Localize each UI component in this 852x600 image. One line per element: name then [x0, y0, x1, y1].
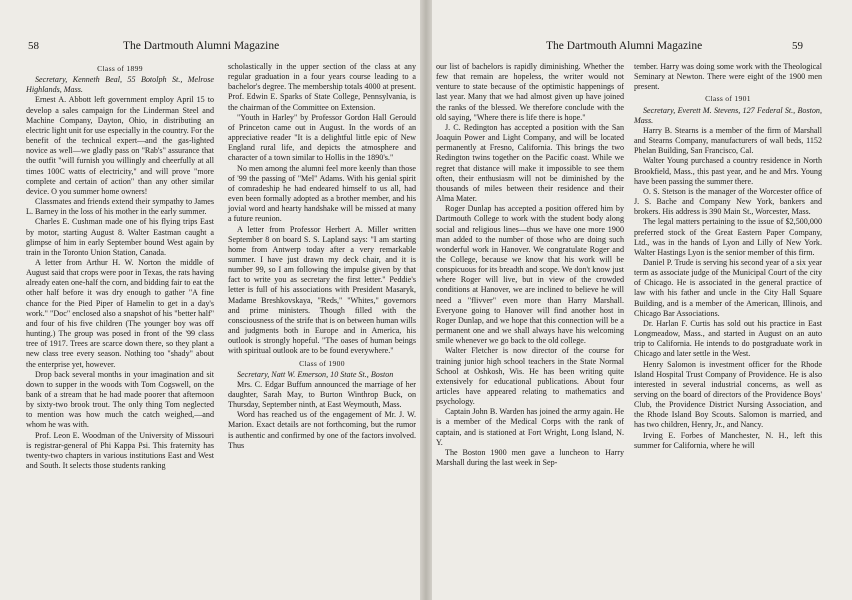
class-heading: Class of 1900 [299, 358, 345, 368]
paragraph: Drop back several months in your imagination and sit down to supper in the woods with Tom Cogswell, on the bank of a stream that he had made poorer that afternoon by sixty-two brook trout. The only thing Tom neglected to mention was how much the catch weighed,—and whom he was with. [26, 369, 214, 430]
paragraph: Prof. Leon E. Woodman of the University of Missouri is registrar-general of Phi Kappa Psi. This fraternity has twenty-two chapters in various institutions East and West and South. It selects those students ranking [26, 430, 214, 471]
secretary-line: Secretary, Kenneth Beal, 55 Botolph St., Melrose Highlands, Mass. [26, 75, 214, 95]
secretary-line: Secretary, Natt W. Emerson, 10 State St., Boston [237, 369, 394, 379]
paragraph: Dr. Harlan F. Curtis has sold out his practice in East Longmeadow, Mass., and started in August on an auto trip to California. He intends to do postgraduate work in Chicago and later settle in the West. [634, 318, 822, 359]
paragraph: Mrs. C. Edgar Buffum announced the marriage of her daughter, Sarah May, to Burton Winthrop Buck, on Thursday, September ninth, at East Weymouth, Mass. [228, 379, 416, 410]
paragraph: Captain John B. Warden has joined the army again. He is a member of the Medical Corps with the rank of captain, and is stationed at Fort Wright, Long Island, N. Y. [436, 407, 624, 447]
paragraph: Roger Dunlap has accepted a position offered him by Dartmouth College to work with the student body along social and religious lines—thus we have one more 1900 man added to the number of those who are doing such wonderful work in Hanover. We congratulate Roger and the College, because we know that his work will be conspicuous for its breadth and scope. We don't know just where Roger will live, but in view of the crowded conditions at Hanover, we are inclined to believe he will need a "flivver" even more than Harry Marshall. Everyone going to Hanover will find another host in Roger Dunlap, and we hope that this connection will be a permanent one and we shall always have his welcoming smile whenever we go back to the old college. [436, 204, 624, 346]
right-page [426, 0, 852, 600]
page-number: 59 [792, 40, 803, 52]
paragraph-continued: scholastically in the upper section of the class at any regular graduation in a four years course leading to a bachelor's degree. The membership totals 4000 at present. Prof. Edwin E. Sparks of State College, Pennsylvania, is the chairman of the Committee on Extension. [228, 62, 416, 112]
paragraph: Classmates and friends extend their sympathy to James L. Barney in the loss of his mother in the early summer. [26, 197, 214, 217]
paragraph: The legal matters pertaining to the issue of $2,500,000 preferred stock of the Great Eastern Paper Company, Ltd., was in the hands of Lyon and Lilly of New York. Walter Hastings Lyon is the senior member of this firm. [634, 217, 822, 257]
running-header: The Dartmouth Alumni Magazine [546, 40, 703, 52]
paragraph: Walter Young purchased a country residence in North Brookfield, Mass., this past year, and he and Mrs. Young have been passing the summer there. [634, 156, 822, 186]
paragraph: O. S. Stetson is the manager of the Worcester office of J. S. Bache and Company New York, bankers and brokers. His address is 390 Main St., Worcester, Mass. [634, 186, 822, 217]
class-heading: Class of 1901 [705, 94, 751, 104]
paragraph: A letter from Arthur H. W. Norton the middle of August said that crops were poor in Texas, the rats having already eaten one-half the corn, and bidding fair to eat the other half before it was dry enough to gather "A fine chance for the Pied Piper of Hamelin to get in a day's work." "Doc" enclosed also a snapshot of his "better half" and four of his five children (The younger boy was off hunting.) The group was posed in front of the '99 class tree of 1917. Trees are scarce down there, so they plant a new class tree every season. Nothing too "shady" about the enterprise yet, however. [26, 257, 214, 369]
paragraph-continued: tember. Harry was doing some work with the Theological Seminary at Newton. There were eight of the 1900 men present. [634, 62, 822, 92]
paragraph: Henry Salomon is investment officer for the Rhode Island Hospital Trust Company of Providence. He is also interested in several industrial concerns, as well as serving on the board of directors of the Providence Boys' Club, the Providence District Nursing Association, and the Rhode Island Boy Scouts. Salomon is married, and has two children, Henry, Jr., and Nancy. [634, 359, 822, 430]
paragraph: Word has reached us of the engagement of Mr. J. W. Marion. Exact details are not forthcoming, but the rumor is authentic and confirmed by one of the factors involved. Thus [228, 410, 416, 450]
paragraph: Ernest A. Abbott left government employ April 15 to develop a sales campaign for the Linderman Steel and Machine Company, Dayton, Ohio, in distributing an electric light unit for use especially in the country. For the benefit of the technical expert—and the gas-lighted novice as well—we gladly pass on "Rab's" assurance that the outfit "will furnish you willingly and cheerfully at all times 100C watts of electricity," and will prove "more complete and certain of action" than any other similar device. O you summer home owners! [26, 95, 214, 196]
paragraph: "Youth in Harley" by Professor Gordon Hall Gerould of Princeton came out in August. In the words of an appreciative reader "It is a delightful little epic of New England rural life, and depicts the atmosphere and character of a town similar to Hollis in the 1890's." [228, 112, 416, 163]
paragraph: Daniel P. Trude is serving his second year of a six year term as associate judge of the Municipal Court of the city of Chicago. He is associated in the general practice of law with his father and uncle in the City Hall Square Building, and is a member of the American, Illinois, and Chicago Bar Associations. [634, 257, 822, 318]
column-left-2 [228, 62, 416, 451]
secretary-line: Secretary, Everett M. Stevens, 127 Federal St., Boston, Mass. [634, 105, 822, 125]
column-right-1 [436, 62, 624, 468]
paragraph: A letter from Professor Herbert A. Miller written September 8 on board S. S. Lapland says: "I am starting home from Antwerp today after a very remarkable summer. I have just drawn my deck chair, and it is number 99, so I am following the impulse given by that fact to write you as secretary the first letter." Peddie's letter is full of his associations with President Masaryk, Madame Breshkovskaya, "Reds," "Whites," governors and prime ministers. Though filled with the consciousness of the strife that is on between human wills and judgments both in Europe and in America, his outlook is strongly hopeful. "The oases of human beings with spiritual outlook are to be found everywhere." [228, 224, 416, 356]
class-heading: Class of 1899 [97, 64, 143, 73]
page-gutter [420, 0, 432, 600]
paragraph: Charles E. Cushman made one of his flying trips East by motor, starting August 8. Walter Eastman caught a glimpse of him in early September bound West again by train in the Toronto Union Station, Canada. [26, 217, 214, 257]
paragraph: J. C. Redington has accepted a position with the San Joaquin Power and Light Company, and will be located permanently at Fresno, California. This brings the two Redington twins together on the Pacific coast. While we regret that distance will make it impossible to see them often, their enthusiasm will not be diminished by the thousands of miles between their residence and their Alma Mater. [436, 122, 624, 204]
paragraph: The Boston 1900 men gave a luncheon to Harry Marshall during the last week in Sep- [436, 447, 624, 468]
paragraph: Irving E. Forbes of Manchester, N. H., left this summer for California, where he will [634, 430, 822, 450]
page-number: 58 [28, 40, 39, 52]
paragraph: No men among the alumni feel more keenly than those of '99 the passing of "Mel" Adams. With his genial spirit of comradeship he had endeared himself to us all, had even been formally adopted as a brother member, and his jovial word and hearty handshake will be missed at many a future reunion. [228, 163, 416, 224]
running-header: The Dartmouth Alumni Magazine [123, 40, 280, 52]
paragraph: Walter Fletcher is now director of the course for training junior high school teachers in the State Normal School at Oshkosh, Wis. He has been writing quite extensively for educational publications. About four articles have appeared relating to mathematics and psychology. [436, 346, 624, 407]
column-left-1 [26, 62, 214, 471]
paragraph: Harry B. Stearns is a member of the firm of Marshall and Stearns Company, manufacturers of wall beds, 1152 Phelan Building, San Francisco, Cal. [634, 125, 822, 156]
column-right-2 [634, 62, 822, 451]
paragraph-continued: our list of bachelors is rapidly diminishing. Whether the few that remain are hopeless, the writer would not venture to state because of the optimistic happenings of last year. Many that we had almost given up have joined the ranks of the blessed. We therefore conclude with the old saying, "Where there is life there is hope." [436, 62, 624, 122]
